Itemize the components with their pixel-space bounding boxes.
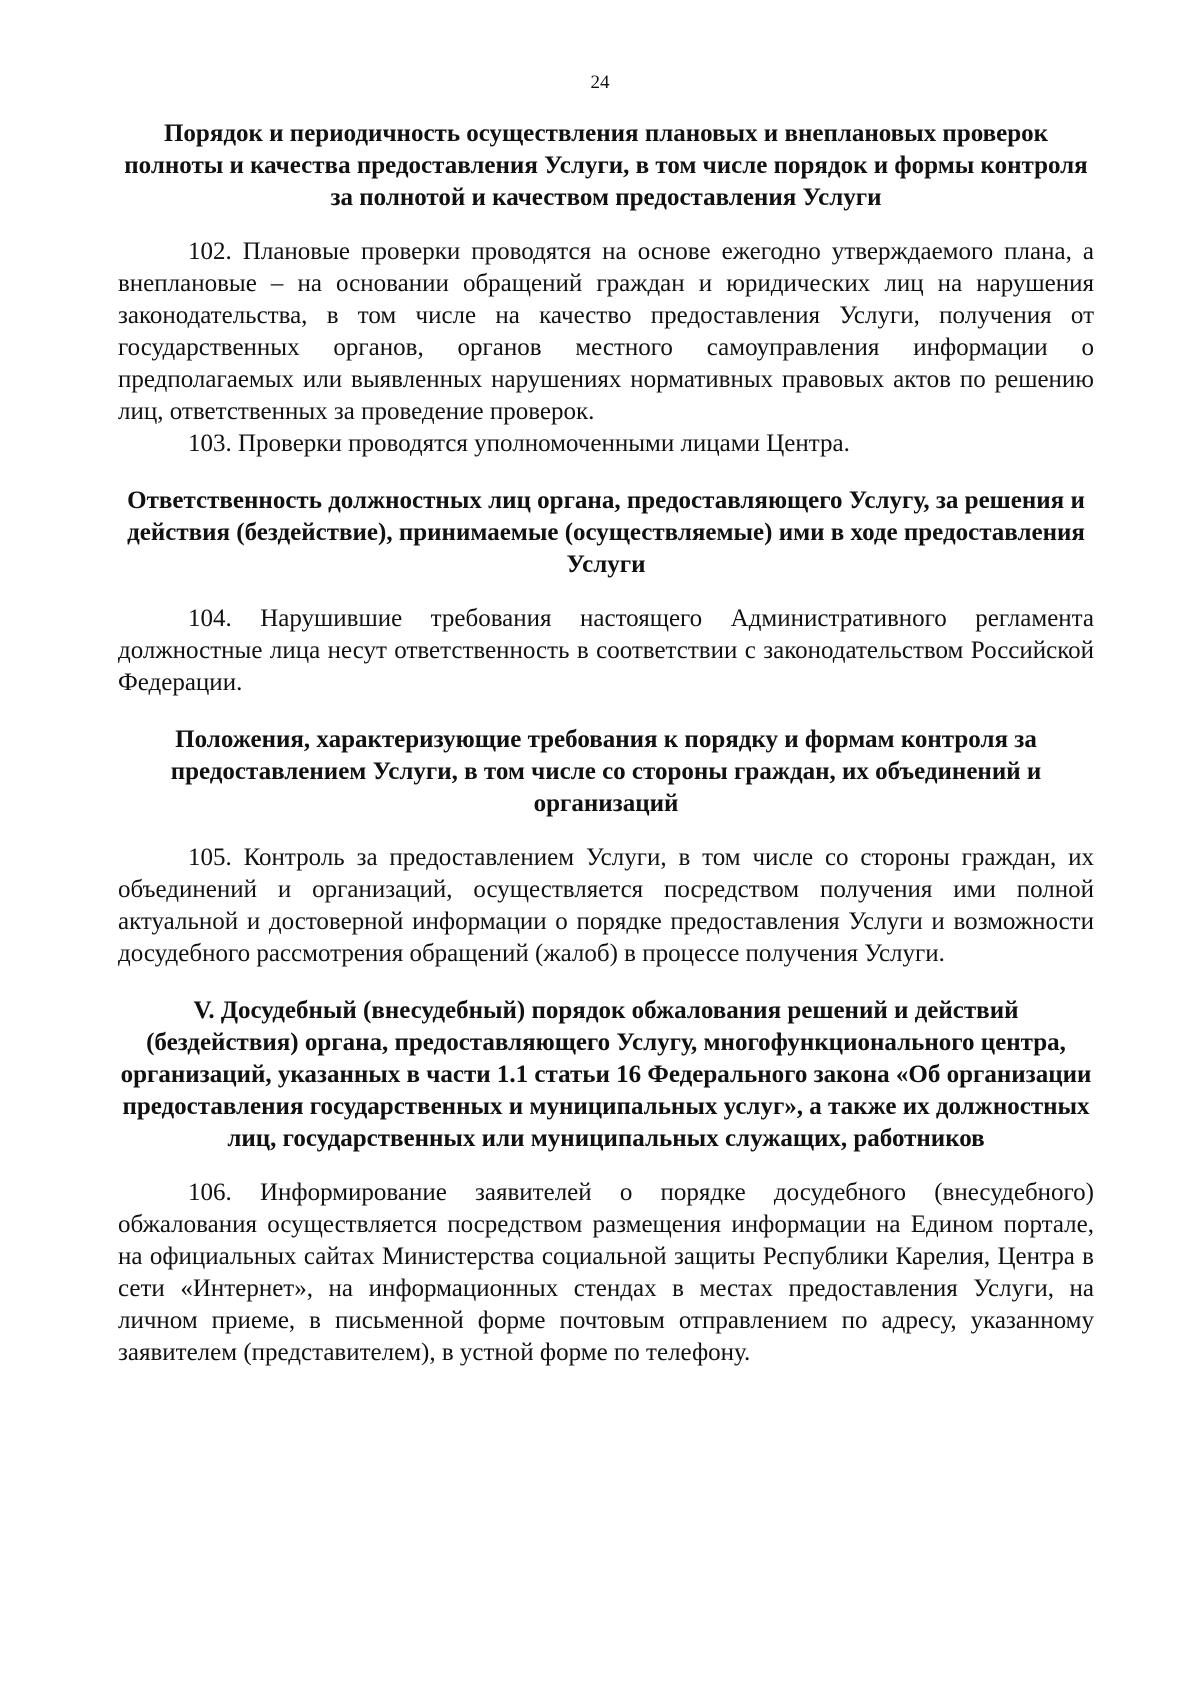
- paragraph-105: 105. Контроль за предоставлением Услуги, в том числе со стороны граждан, их объединений и организаций, осуществляется посредством получения ими полной актуальной и достоверной информации о порядке предоставления Услуги и возможности досудебного рассмотрения обращений (жалоб) в процессе получения Услуги.: [118, 844, 1094, 967]
- page-number: 24: [590, 72, 610, 93]
- section-heading: Положения, характеризующие требования к порядку и формам контроля за предоставлением Услуги, в том числе со стороны граждан, их объединений и организаций: [170, 726, 1042, 817]
- section-heading: Порядок и периодичность осуществления плановых и внеплановых проверок полноты и качества предоставления Услуги, в том числе порядок и формы контроля за полнотой и качеством предоставления Услуги: [124, 120, 1088, 211]
- section-heading: V. Досудебный (внесудебный) порядок обжалования решений и действий (бездействия) органа, предоставляющего Услугу, многофункционального центра, организаций, указанных в части 1.1 статьи 16 Федерального закона «Об организации предоставления государственных и муниципальных услуг», а также их должностных лиц, государственных или муниципальных служащих, работников: [120, 997, 1092, 1152]
- paragraph-103: 103. Проверки проводятся уполномоченными лицами Центра.: [188, 430, 850, 457]
- section-control-requirements: [118, 724, 1094, 970]
- paragraph-104: 104. Нарушившие требования настоящего Административного регламента должностные лица несут ответственность в соответствии с законодательством Российской Федерации.: [118, 605, 1094, 696]
- section-heading: Ответственность должностных лиц органа, предоставляющего Услугу, за решения и действия (бездействие), принимаемые (осуществляемые) ими в ходе предоставления Услуги: [127, 487, 1085, 578]
- document-body: [118, 118, 1094, 1369]
- paragraph-102: 102. Плановые проверки проводятся на основе ежегодно утверждаемого плана, а внеплановые – на основании обращений граждан и юридических лиц на нарушения законодательства, в том числе на качество предоставления Услуги, получения от государственных органов, органов местного самоуправления информации о предполагаемых или выявленных нарушениях нормативных правовых актов по решению лиц, ответственных за проведение проверок.: [118, 238, 1094, 425]
- section-inspections: [118, 118, 1094, 460]
- paragraph-106: 106. Информирование заявителей о порядке досудебного (внесудебного) обжалования осуществляется посредством размещения информации на Едином портале, на официальных сайтах Министерства социальной защиты Республики Карелия, Центра в сети «Интернет», на информационных стендах в местах предоставления Услуги, на личном приеме, в письменной форме почтовым отправлением по адресу, указанному заявителем (представителем), в устной форме по телефону.: [118, 1179, 1094, 1366]
- section-responsibility: [118, 485, 1094, 699]
- section-pretrial-appeal: [118, 995, 1094, 1369]
